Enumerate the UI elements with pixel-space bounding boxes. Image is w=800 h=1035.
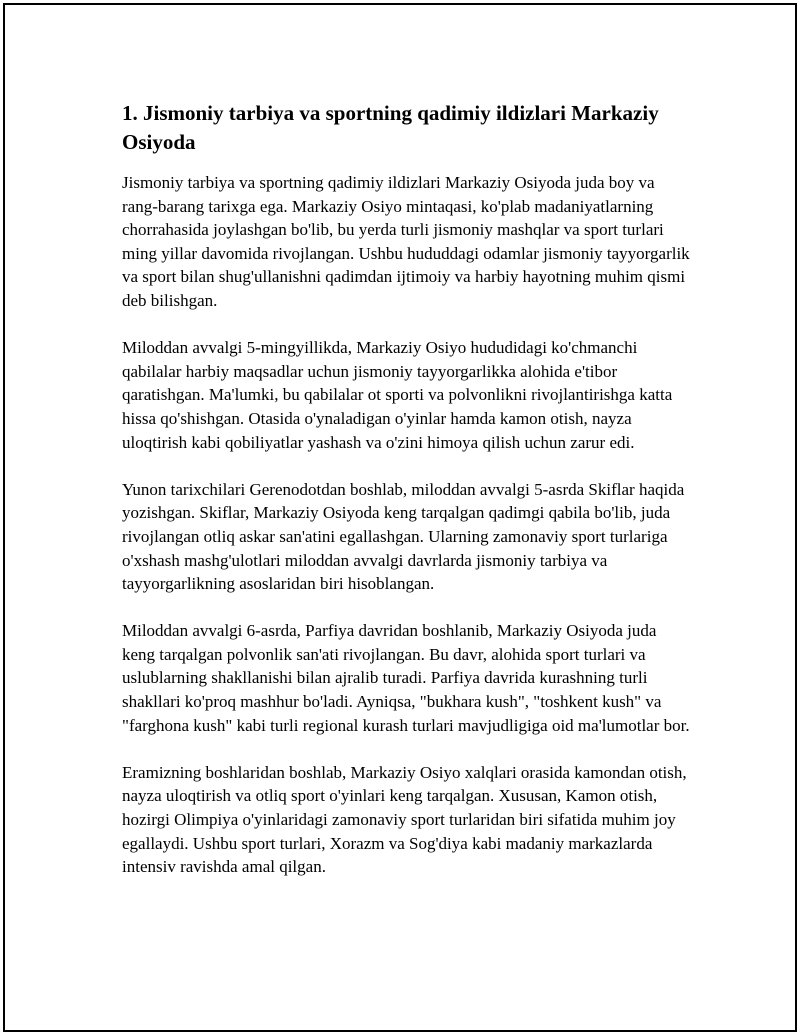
paragraph-4: Miloddan avvalgi 6-asrda, Parfiya davridan boshlanib, Markaziy Osiyoda juda keng tarqalgan polvonlik san'ati rivojlangan. Bu davr, alohida sport turlari va uslublarning shakllanishi bilan ajralib turadi. Parfiya davrida kurashning turli shakllari ko'proq mashhur bo'ladi. Ayniqsa, "bukhara kush", "toshkent kush" va "farghona kush" kabi turli regional kurash turlari mavjudligiga oid ma'lumotlar bor. <box>122 621 690 735</box>
paragraph-2: Miloddan avvalgi 5-mingyillikda, Markaziy Osiyo hududidagi ko'chmanchi qabilalar harbiy maqsadlar uchun jismoniy tayyorgarlikka alohida e'tibor qaratishgan. Ma'lumki, bu qabilalar ot sporti va polvonlikni rivojlantirishga katta hissa qo'shishgan. Otasida o'ynaladigan o'yinlar hamda kamon otish, nayza uloqtirish kabi qobiliyatlar yashash va o'zini himoya qilish uchun zarur edi. <box>122 338 673 452</box>
document-body <box>122 99 692 902</box>
paragraph-3: Yunon tarixchilari Gerenodotdan boshlab, miloddan avvalgi 5-asrda Skiflar haqida yozishgan. Skiflar, Markaziy Osiyoda keng tarqalgan qadimgi qabila bo'lib, juda rivojlangan otliq askar san'atini egallashgan. Ularning zamonaviy sport turlariga o'xshash mashg'ulotlari miloddan avvalgi davrlarda jismoniy tarbiya va tayyorgarlikning asoslaridan biri hisoblangan. <box>122 479 685 594</box>
page-frame <box>3 3 797 1032</box>
paragraph-1: Jismoniy tarbiya va sportning qadimiy ildizlari Markaziy Osiyoda juda boy va rang-barang tarixga ega. Markaziy Osiyo mintaqasi, ko'plab madaniyatlarning chorrahasida joylashgan bo'lib, bu yerda turli jismoniy mashqlar va sport turlari ming yillar davomida rivojlangan. Ushbu hududdagi odamlar jismoniy tayyorgarlik va sport bilan shug'ullanishni qadimdan ijtimoiy va harbiy hayotning muhim qismi deb bilishgan. <box>122 173 690 310</box>
paragraph-5: Eramizning boshlaridan boshlab, Markaziy Osiyo xalqlari orasida kamondan otish, nayza uloqtirish va otliq sport o'yinlari keng tarqalgan. Xususan, Kamon otish, hozirgi Olimpiya o'yinlaridagi zamonaviy sport turlaridan biri sifatida muhim joy egallaydi. Ushbu sport turlari, Xorazm va Sog'diya kabi madaniy markazlarda intensiv ravishda amal qilgan. <box>122 762 687 877</box>
section-title: 1. Jismoniy tarbiya va sportning qadimiy ildizlari Markaziy Osiyoda <box>122 101 659 154</box>
